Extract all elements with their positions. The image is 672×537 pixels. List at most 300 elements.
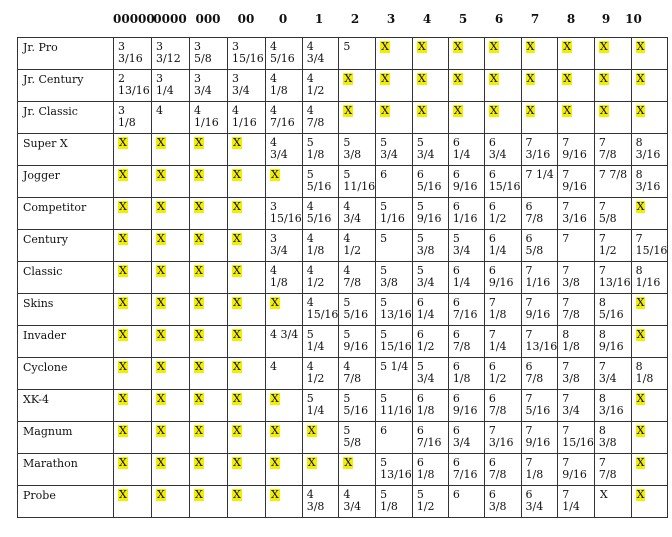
cell-value: 5 13/16: [380, 296, 412, 321]
table-cell: [558, 454, 595, 486]
cell-value: 6 15/16: [488, 168, 521, 193]
table-cell: [266, 294, 303, 326]
x-mark: X: [157, 264, 165, 277]
table-cell: [558, 262, 595, 294]
table-cell: [376, 38, 413, 70]
x-mark: X: [157, 488, 165, 501]
table-cell: [412, 198, 448, 230]
table-cell: [594, 486, 631, 518]
table-cell: [228, 198, 266, 230]
cell-value: 5 11/16: [380, 392, 412, 417]
table-cell: [484, 454, 521, 486]
x-mark: X: [157, 456, 165, 469]
table-cell: [558, 198, 595, 230]
x-mark: X: [636, 72, 645, 85]
x-mark: X: [381, 104, 389, 117]
table-cell: [339, 454, 376, 486]
cell-value: 7 13/16: [598, 264, 631, 289]
table-cell: [594, 454, 631, 486]
table-cell: [412, 390, 448, 422]
table-cell: [412, 38, 448, 70]
x-mark: X: [119, 296, 127, 309]
table-cell: [594, 230, 631, 262]
x-mark: X: [271, 168, 279, 181]
table-cell: [376, 102, 413, 134]
cell-value: 3 15/16: [232, 40, 264, 65]
cell-value: 5 1/4: [306, 328, 325, 353]
table-cell: [484, 198, 521, 230]
table-row: [18, 102, 668, 134]
table-cell: [594, 390, 631, 422]
table-row: [18, 134, 668, 166]
table-cell: [228, 358, 266, 390]
table-cell: [412, 326, 448, 358]
table-cell: [412, 262, 448, 294]
table-cell: [266, 38, 303, 70]
cell-value: 7 5/8: [598, 200, 617, 225]
cell-value: 7 1/4: [562, 488, 580, 513]
table-cell: [558, 38, 595, 70]
table-cell: [190, 454, 228, 486]
cell-value: 7 9/16: [525, 424, 551, 449]
cell-value: 6 9/16: [452, 168, 478, 193]
column-header: 00: [237, 12, 255, 26]
cell-value: 6 1/4: [416, 296, 435, 321]
cell-value: 6: [452, 488, 460, 501]
table-cell: [521, 230, 558, 262]
cell-value: 7 15/16: [635, 232, 668, 257]
cell-value: 6 7/8: [525, 360, 544, 385]
cell-value: 6 5/8: [525, 232, 544, 257]
row-label: Invader: [18, 326, 114, 358]
cell-value: 8 3/16: [635, 168, 661, 193]
x-mark: X: [233, 360, 241, 373]
cell-value: 5 13/16: [380, 456, 412, 481]
table-cell: [376, 166, 413, 198]
table-cell: [558, 326, 595, 358]
table-cell: [521, 454, 558, 486]
cell-value: 6 3/4: [488, 136, 507, 161]
x-mark: X: [526, 72, 535, 85]
table-cell: [521, 166, 558, 198]
cell-value: 7 1/4: [488, 328, 507, 353]
table-cell: [631, 230, 668, 262]
table-cell: [152, 134, 190, 166]
table-cell: [558, 294, 595, 326]
table-cell: [114, 166, 152, 198]
cell-value: 4 7/8: [306, 104, 325, 129]
cell-value: 4 3/4: [306, 40, 325, 65]
table-cell: [631, 390, 668, 422]
x-mark: X: [636, 392, 645, 405]
cell-value: 4 3/4: [343, 488, 362, 513]
table-cell: [448, 294, 484, 326]
row-label: Classic: [18, 262, 114, 294]
x-mark: X: [636, 488, 645, 501]
x-mark: X: [233, 456, 241, 469]
table-cell: [302, 70, 339, 102]
table-cell: [302, 166, 339, 198]
table-cell: [631, 198, 668, 230]
row-label: Jr. Pro: [18, 38, 114, 70]
column-header: 7: [530, 12, 540, 26]
cell-value: 6 7/8: [525, 200, 544, 225]
table-cell: [228, 102, 266, 134]
x-mark: X: [489, 104, 498, 117]
cell-value: 3 1/4: [156, 72, 174, 97]
cell-value: 7 15/16: [562, 424, 594, 449]
cell-value: 6 7/8: [488, 456, 507, 481]
x-mark: X: [195, 392, 203, 405]
cell-value: 5 3/8: [416, 232, 435, 257]
cell-value: 8 1/8: [562, 328, 580, 353]
cell-value: 5 3/4: [380, 136, 398, 161]
x-mark: X: [453, 40, 462, 53]
table-cell: [448, 454, 484, 486]
table-cell: [152, 38, 190, 70]
table-cell: [484, 230, 521, 262]
table-row: [18, 454, 668, 486]
cell-value: 3 3/4: [194, 72, 212, 97]
cell-value: 7 3/4: [598, 360, 617, 385]
table-cell: [228, 38, 266, 70]
cell-value: 5 1/4: [380, 360, 409, 373]
cell-value: 4 1/8: [270, 72, 288, 97]
table-row: [18, 422, 668, 454]
table-cell: [190, 166, 228, 198]
table-cell: [339, 486, 376, 518]
cell-value: 4: [270, 360, 277, 373]
cell-value: 5 15/16: [380, 328, 412, 353]
table-cell: [190, 102, 228, 134]
x-mark: X: [195, 168, 203, 181]
table-cell: [631, 454, 668, 486]
x-mark: X: [233, 392, 241, 405]
cell-value: 5: [380, 232, 388, 245]
table-cell: [448, 198, 484, 230]
table-cell: [114, 326, 152, 358]
table-cell: [190, 230, 228, 262]
x-mark: X: [233, 136, 241, 149]
table-cell: [521, 358, 558, 390]
table-cell: [266, 262, 303, 294]
cell-value: 6 3/4: [525, 488, 544, 513]
cell-value: 6 5/16: [416, 168, 442, 193]
table-cell: [339, 294, 376, 326]
table-cell: [594, 198, 631, 230]
table-cell: [190, 38, 228, 70]
x-mark: X: [489, 40, 498, 53]
x-mark: X: [233, 488, 241, 501]
table-cell: [302, 102, 339, 134]
table-cell: [448, 38, 484, 70]
x-mark: X: [417, 104, 426, 117]
table-cell: [152, 230, 190, 262]
cell-value: 4 3/4: [270, 136, 288, 161]
x-mark: X: [195, 424, 203, 437]
table-cell: [302, 38, 339, 70]
table-cell: [152, 486, 190, 518]
x-mark: X: [636, 296, 645, 309]
x-mark: X: [636, 40, 645, 53]
table-cell: [266, 230, 303, 262]
cell-value: 6 7/16: [416, 424, 442, 449]
table-cell: [412, 230, 448, 262]
table-cell: [521, 326, 558, 358]
x-mark: X: [157, 328, 165, 341]
table-cell: [376, 422, 413, 454]
table-cell: [521, 102, 558, 134]
table-cell: [190, 422, 228, 454]
row-label: Marathon: [18, 454, 114, 486]
table-cell: [376, 198, 413, 230]
table-cell: [594, 358, 631, 390]
table-cell: [266, 358, 303, 390]
table-cell: [152, 198, 190, 230]
table-cell: [631, 262, 668, 294]
x-mark: X: [157, 296, 165, 309]
table-cell: [228, 294, 266, 326]
cell-value: 6 3/4: [452, 424, 471, 449]
cell-value: 5 5/16: [306, 168, 332, 193]
cell-value: 3 3/16: [118, 40, 143, 65]
x-mark: X: [344, 72, 353, 85]
table-cell: [114, 358, 152, 390]
cell-value: 6 1/16: [452, 200, 478, 225]
table-cell: [228, 486, 266, 518]
cell-value: 7 3/4: [562, 392, 580, 417]
table-cell: [376, 134, 413, 166]
table-cell: [376, 262, 413, 294]
table-cell: [339, 70, 376, 102]
cell-value: 5 1/8: [306, 136, 325, 161]
table-cell: [114, 198, 152, 230]
cell-value: 8 1/16: [635, 264, 661, 289]
table-cell: [448, 70, 484, 102]
x-mark: X: [636, 200, 645, 213]
x-mark: X: [453, 104, 462, 117]
table-cell: [152, 422, 190, 454]
table-cell: [266, 486, 303, 518]
table-cell: [484, 38, 521, 70]
table-row: [18, 486, 668, 518]
x-mark: X: [563, 104, 572, 117]
cell-value: 7 7/8: [562, 296, 580, 321]
cell-value: 8 3/16: [598, 392, 624, 417]
cell-value: 8 1/8: [635, 360, 654, 385]
table-cell: [594, 294, 631, 326]
table-row: [18, 294, 668, 326]
x-mark: X: [157, 168, 165, 181]
cell-value: 2 13/16: [118, 72, 150, 97]
table-cell: [190, 326, 228, 358]
cell-value: 7 7/8: [598, 136, 617, 161]
cell-value: 5 1/4: [306, 392, 325, 417]
table-row: [18, 326, 668, 358]
table-row: [18, 70, 668, 102]
cell-value: 7 3/16: [488, 424, 514, 449]
x-mark: X: [195, 456, 203, 469]
cell-value: 6 1/4: [452, 136, 471, 161]
cell-value: 7 1/2: [598, 232, 617, 257]
cell-value: 4 1/8: [270, 264, 288, 289]
x-mark: X: [636, 456, 645, 469]
table-cell: [228, 422, 266, 454]
cell-value: 5 3/4: [452, 232, 471, 257]
x-mark: X: [636, 104, 645, 117]
table-cell: [521, 294, 558, 326]
table-cell: [190, 134, 228, 166]
table-cell: [521, 38, 558, 70]
cell-value: 7 1/16: [525, 264, 551, 289]
x-mark: X: [599, 40, 608, 53]
x-mark: X: [563, 40, 572, 53]
cell-value: 6 1/8: [452, 360, 471, 385]
row-label: Super X: [18, 134, 114, 166]
cell-value: 7 7/8: [598, 168, 628, 181]
table-cell: [594, 102, 631, 134]
cell-value: 3 3/4: [270, 232, 288, 257]
table-cell: [484, 486, 521, 518]
table-cell: [521, 70, 558, 102]
cell-value: 6 3/8: [488, 488, 507, 513]
table-cell: [376, 326, 413, 358]
cell-value: 5 5/16: [343, 392, 369, 417]
table-cell: [114, 454, 152, 486]
column-header: 10: [625, 12, 642, 26]
table-cell: [266, 70, 303, 102]
table-cell: [631, 166, 668, 198]
cell-value: 8 9/16: [598, 328, 624, 353]
cell-value: 8 3/16: [635, 136, 661, 161]
x-mark: X: [195, 264, 203, 277]
table-cell: [339, 38, 376, 70]
table-cell: [152, 454, 190, 486]
table-cell: [302, 326, 339, 358]
x-mark: X: [157, 136, 165, 149]
table-cell: [228, 70, 266, 102]
table-cell: [302, 486, 339, 518]
cell-value: 3 3/4: [232, 72, 250, 97]
table-row: [18, 262, 668, 294]
table-cell: [152, 166, 190, 198]
table-cell: [228, 166, 266, 198]
table-cell: [558, 102, 595, 134]
x-mark: X: [453, 72, 462, 85]
table-cell: [448, 166, 484, 198]
table-cell: [484, 422, 521, 454]
x-mark: X: [233, 328, 241, 341]
table-cell: [266, 102, 303, 134]
cell-value: 7: [562, 232, 570, 245]
cell-value: 6 7/8: [488, 392, 507, 417]
table-cell: [594, 166, 631, 198]
cell-value: 6 9/16: [488, 264, 514, 289]
column-header: 8: [566, 12, 576, 26]
cell-value: 7 1/8: [488, 296, 507, 321]
cell-value: 5 1/16: [380, 200, 405, 225]
table-cell: [114, 134, 152, 166]
x-mark: X: [344, 456, 353, 469]
x-mark: X: [195, 488, 203, 501]
cell-value: 7 9/16: [562, 456, 587, 481]
x-mark: X: [119, 232, 127, 245]
table-cell: [594, 422, 631, 454]
table-row: [18, 38, 668, 70]
cell-value: 6 7/8: [452, 328, 471, 353]
cell-value: 4 3/4: [270, 328, 299, 341]
cell-value: 7 3/8: [562, 360, 580, 385]
table-cell: [521, 198, 558, 230]
row-label: Jr. Century: [18, 70, 114, 102]
x-mark: X: [344, 104, 353, 117]
x-mark: X: [157, 360, 165, 373]
row-label: Jr. Classic: [18, 102, 114, 134]
x-mark: X: [233, 264, 241, 277]
cell-value: 6 1/4: [452, 264, 471, 289]
x-mark: X: [307, 424, 316, 437]
table-cell: [631, 358, 668, 390]
table-cell: [412, 70, 448, 102]
table-cell: [412, 486, 448, 518]
table-cell: [594, 262, 631, 294]
table-cell: [594, 134, 631, 166]
table-cell: [594, 70, 631, 102]
table-cell: [558, 166, 595, 198]
x-mark: X: [119, 488, 127, 501]
column-header: 4: [422, 12, 432, 26]
cell-value: 6 1/4: [488, 232, 507, 257]
table-cell: [302, 134, 339, 166]
table-cell: [412, 294, 448, 326]
cell-value: 4 5/16: [306, 200, 332, 225]
x-mark: X: [157, 232, 165, 245]
cell-value: 4 1/16: [232, 104, 257, 129]
table-cell: [302, 262, 339, 294]
table-cell: [190, 198, 228, 230]
table-cell: [228, 134, 266, 166]
x-mark: X: [157, 392, 165, 405]
cell-value: 6: [380, 168, 388, 181]
table-cell: [339, 326, 376, 358]
cell-value: 5 3/8: [343, 136, 362, 161]
cell-value: 4 5/16: [270, 40, 295, 65]
cell-value: 4 1/2: [306, 72, 325, 97]
table-cell: [339, 262, 376, 294]
table-cell: [339, 390, 376, 422]
row-label: Magnum: [18, 422, 114, 454]
x-mark: X: [526, 40, 535, 53]
cell-value: 3 1/8: [118, 104, 136, 129]
column-header: 2: [350, 12, 360, 26]
x-mark: X: [119, 168, 127, 181]
x-mark: X: [233, 168, 241, 181]
x-mark: X: [636, 424, 645, 437]
cell-value: 6 1/2: [488, 200, 507, 225]
cell-value: 3 15/16: [270, 200, 302, 225]
table-cell: [266, 166, 303, 198]
x-mark: X: [563, 72, 572, 85]
table-cell: [114, 294, 152, 326]
x-mark: X: [119, 264, 127, 277]
cell-value: 5 1/2: [416, 488, 435, 513]
column-header: 0000: [153, 12, 187, 26]
table-cell: [114, 230, 152, 262]
table-row: [18, 358, 668, 390]
cell-value: 5 9/16: [416, 200, 442, 225]
table-cell: [631, 326, 668, 358]
x-mark: X: [119, 328, 127, 341]
